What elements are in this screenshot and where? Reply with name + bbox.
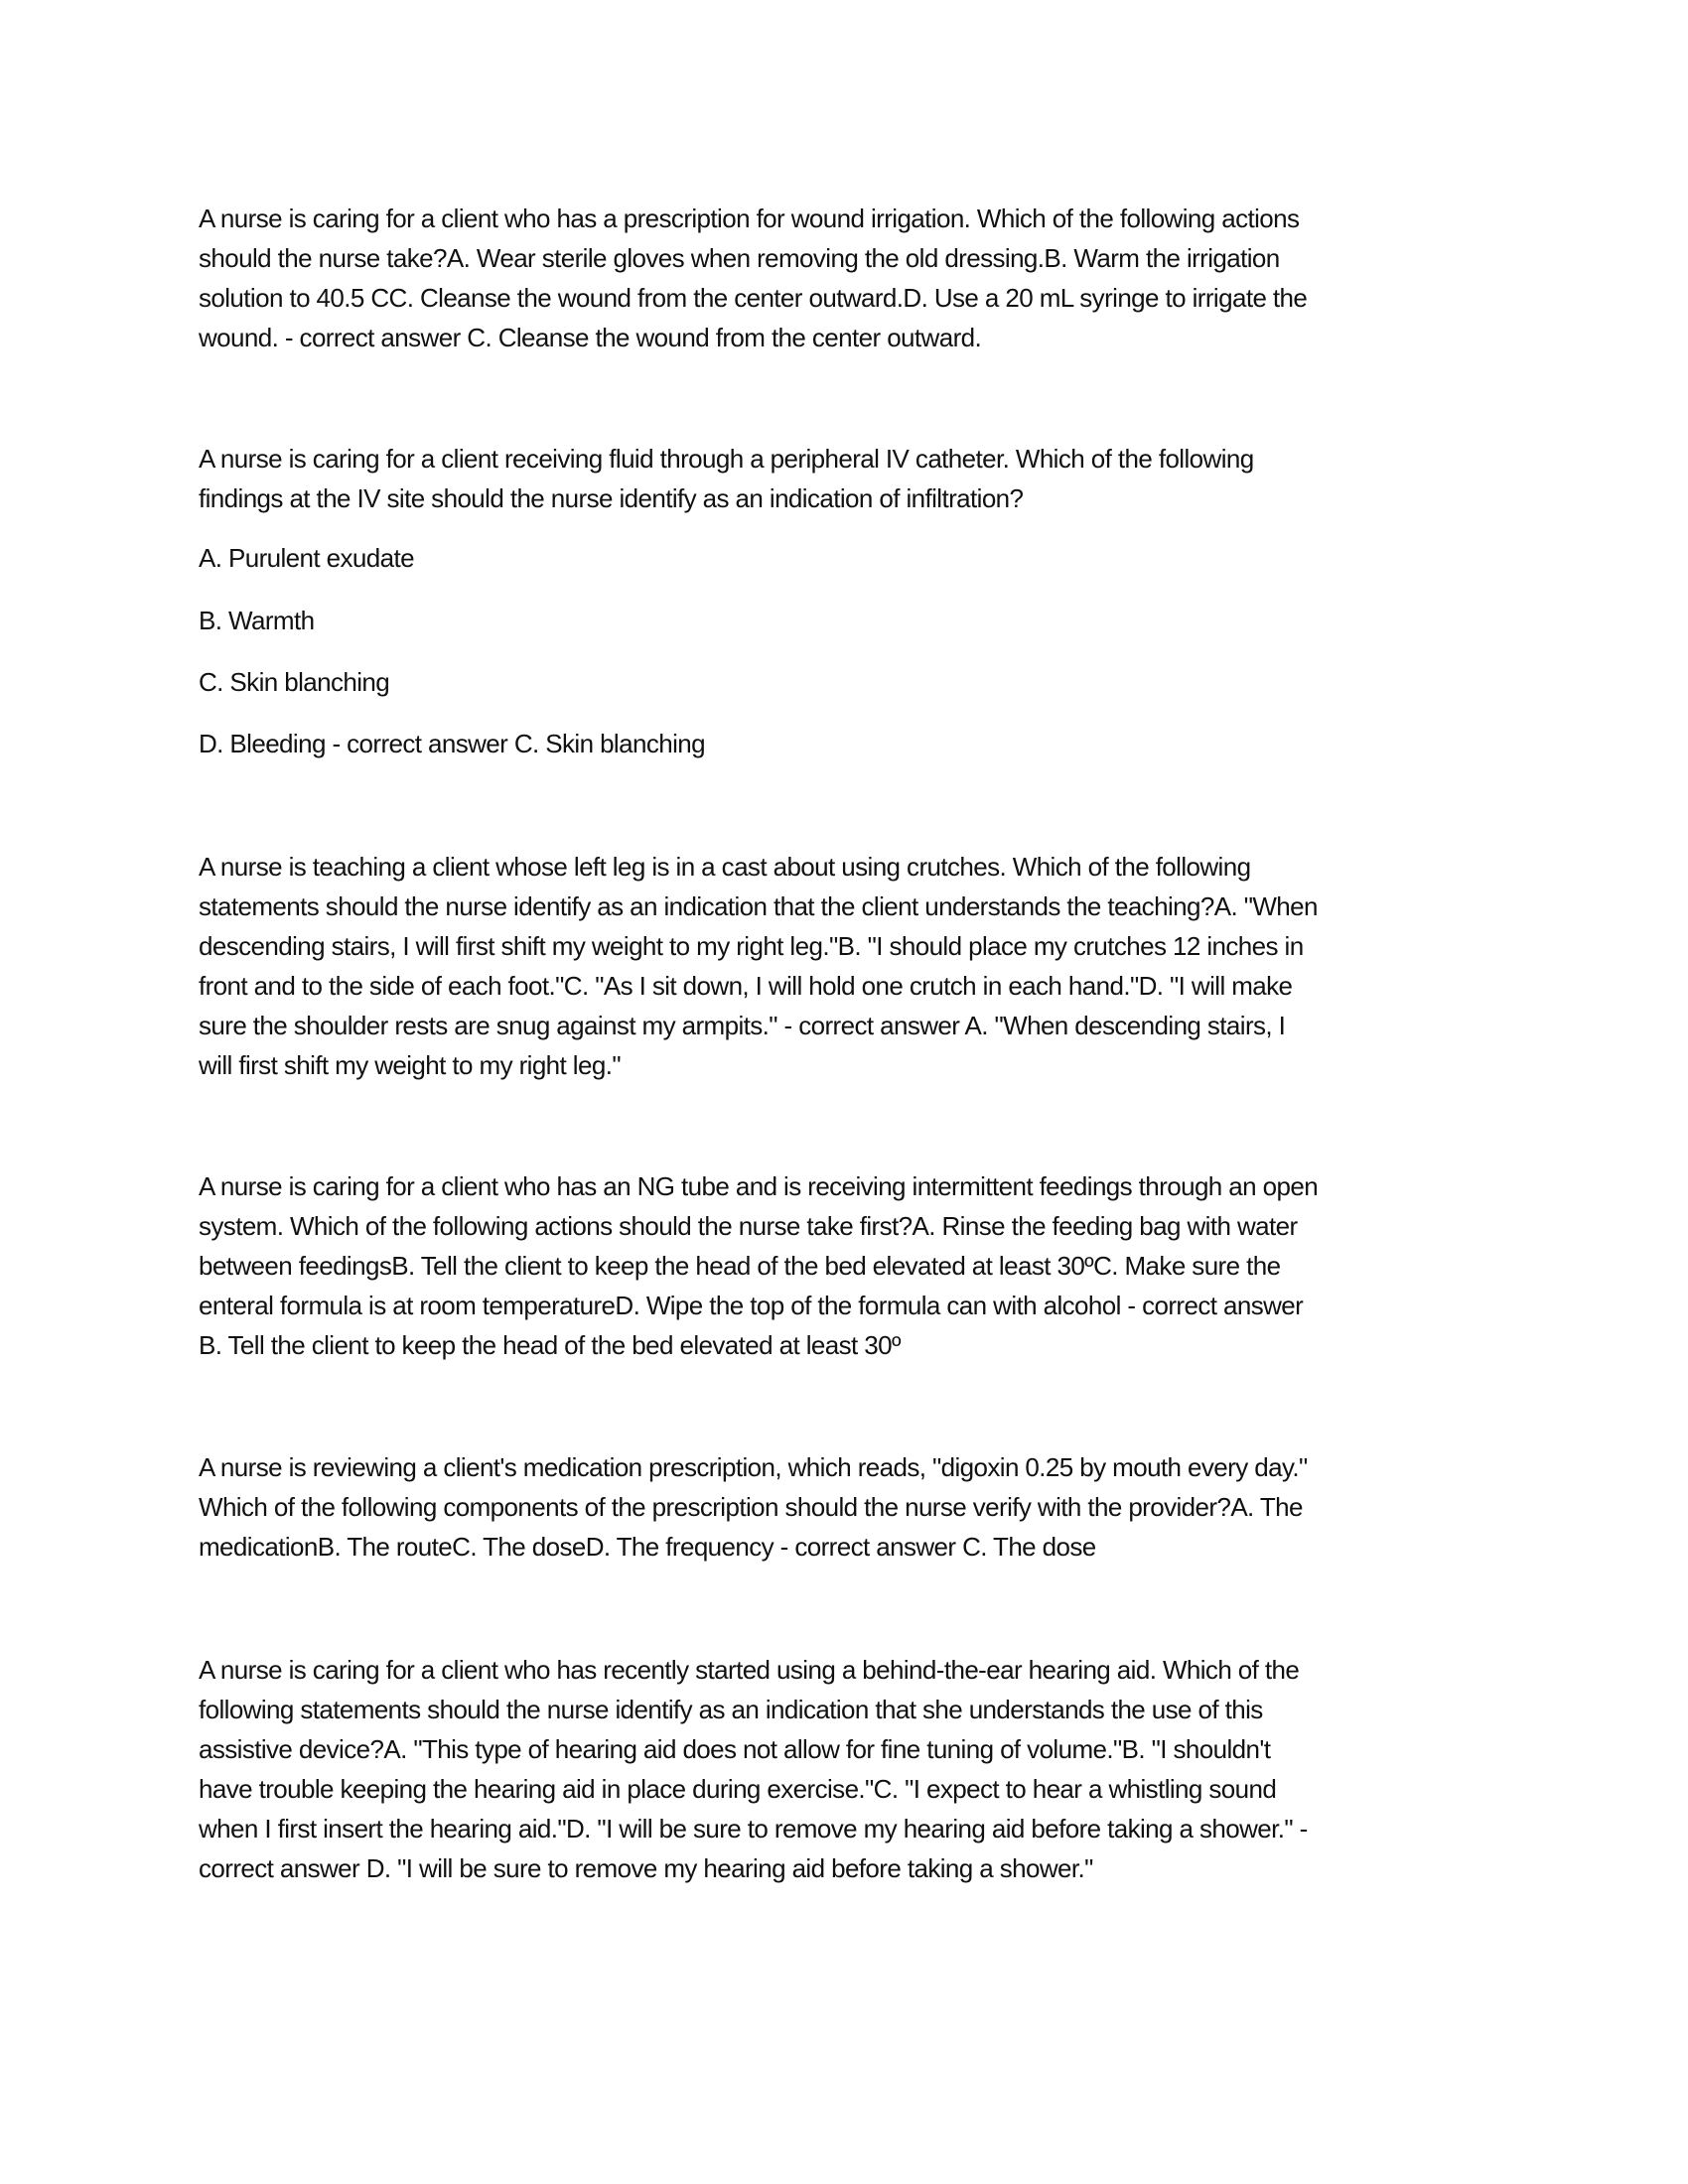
question-6-line-2: following statements should the nurse identify as an indication that she understands the use of this bbox=[199, 1695, 1263, 1724]
question-5-line-2: Which of the following components of the prescription should the nurse verify with the provider?A. The bbox=[199, 1492, 1303, 1522]
question-1-line-1: A nurse is caring for a client who has a prescription for wound irrigation. Which of the following actions bbox=[199, 204, 1300, 233]
question-2-line-1: A nurse is caring for a client receiving fluid through a peripheral IV catheter. Which of the following bbox=[199, 444, 1254, 474]
question-5 bbox=[199, 1447, 1509, 1567]
option-text: D. Bleeding - correct answer C. Skin blanching bbox=[199, 729, 705, 758]
option-text: B. Warmth bbox=[199, 606, 315, 635]
question-2-option-d bbox=[199, 724, 1509, 763]
option-text: C. Skin blanching bbox=[199, 667, 390, 697]
option-text: A. Purulent exudate bbox=[199, 543, 414, 573]
question-3-line-2: statements should the nurse identify as an indication that the client understands the teaching?A. "When bbox=[199, 891, 1318, 921]
question-4-line-3: between feedingsB. Tell the client to keep the head of the bed elevated at least 30ºC. Make sure the bbox=[199, 1251, 1281, 1281]
question-2 bbox=[199, 439, 1509, 518]
question-5-line-1: A nurse is reviewing a client's medication prescription, which reads, "digoxin 0.25 by mouth every day." bbox=[199, 1452, 1308, 1482]
question-4-line-5: B. Tell the client to keep the head of the bed elevated at least 30º bbox=[199, 1330, 901, 1360]
question-4-line-4: enteral formula is at room temperatureD. Wipe the top of the formula can with alcohol - correct answer bbox=[199, 1291, 1304, 1320]
question-6-line-4: have trouble keeping the hearing aid in place during exercise."C. "I expect to hear a whistling sound bbox=[199, 1774, 1277, 1804]
question-3-line-1: A nurse is teaching a client whose left leg is in a cast about using crutches. Which of the following bbox=[199, 852, 1251, 882]
question-1-line-4: wound. - correct answer C. Cleanse the wound from the center outward. bbox=[199, 323, 982, 352]
question-1 bbox=[199, 199, 1509, 357]
question-6-line-6: correct answer D. "I will be sure to remove my hearing aid before taking a shower." bbox=[199, 1853, 1093, 1883]
question-3-line-5: sure the shoulder rests are snug against my armpits." - correct answer A. "When descending stairs, I bbox=[199, 1011, 1286, 1040]
question-1-line-3: solution to 40.5 CC. Cleanse the wound from the center outward.D. Use a 20 mL syringe to irrigate the bbox=[199, 283, 1308, 313]
question-3-line-6: will first shift my weight to my right leg." bbox=[199, 1050, 621, 1080]
question-3-line-3: descending stairs, I will first shift my weight to my right leg."B. "I should place my crutches 12 inches in bbox=[199, 931, 1304, 961]
question-2-option-a bbox=[199, 538, 1509, 578]
question-4-line-2: system. Which of the following actions should the nurse take first?A. Rinse the feeding bag with water bbox=[199, 1211, 1298, 1241]
question-6 bbox=[199, 1650, 1509, 1888]
question-4 bbox=[199, 1166, 1509, 1365]
question-5-line-3: medicationB. The routeC. The doseD. The frequency - correct answer C. The dose bbox=[199, 1532, 1096, 1562]
question-4-line-1: A nurse is caring for a client who has an NG tube and is receiving intermittent feedings through an open bbox=[199, 1171, 1319, 1201]
question-3-line-4: front and to the side of each foot."C. "As I sit down, I will hold one crutch in each hand."D. "I will make bbox=[199, 971, 1293, 1001]
question-6-line-3: assistive device?A. "This type of hearing aid does not allow for fine tuning of volume."B. "I shouldn't bbox=[199, 1734, 1271, 1764]
question-3 bbox=[199, 847, 1509, 1085]
question-2-line-2: findings at the IV site should the nurse identify as an indication of infiltration? bbox=[199, 483, 1024, 513]
question-1-line-2: should the nurse take?A. Wear sterile gloves when removing the old dressing.B. Warm the irrigation bbox=[199, 243, 1280, 273]
question-2-option-b bbox=[199, 601, 1509, 640]
question-6-line-1: A nurse is caring for a client who has recently started using a behind-the-ear hearing aid. Which of the bbox=[199, 1655, 1300, 1685]
question-2-option-c bbox=[199, 662, 1509, 702]
question-6-line-5: when I first insert the hearing aid."D. "I will be sure to remove my hearing aid before taking a shower." - bbox=[199, 1814, 1308, 1843]
